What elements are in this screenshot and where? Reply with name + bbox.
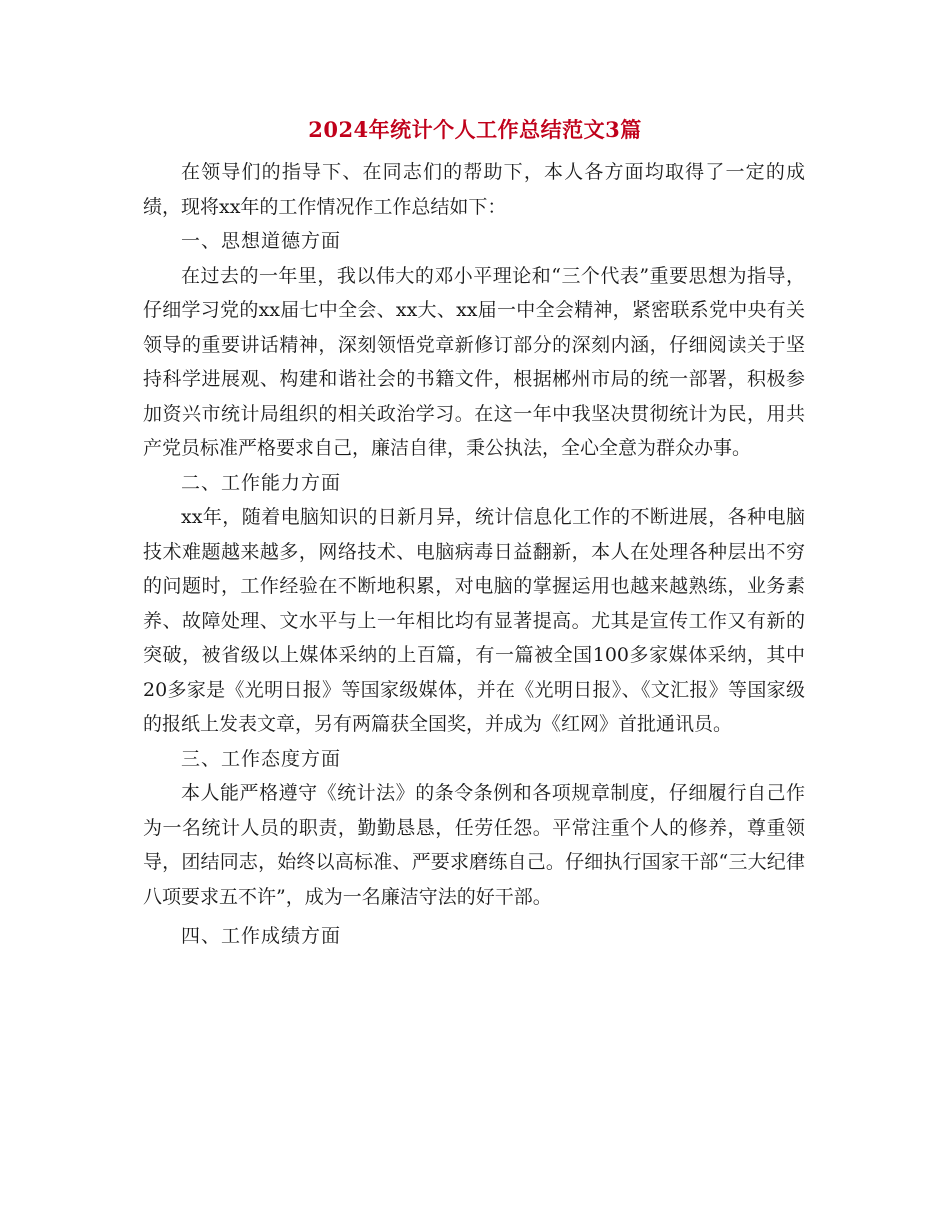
- document-title: 2024年统计个人工作总结范文3篇: [308, 117, 642, 142]
- section-heading-ideology: 一、思想道德方面: [181, 230, 342, 252]
- section-heading-achievements: 四、工作成绩方面: [181, 925, 342, 947]
- section-heading-attitude: 三、工作态度方面: [181, 747, 342, 770]
- intro-paragraph: 在领导们的指导下、在同志们的帮助下，本人各方面均取得了一定的成绩，现将xx年的工作情况作工作总结如下：: [143, 161, 805, 218]
- ideology-paragraph: 在过去的一年里，我以伟大的邓小平理论和“三个代表”重要思想为指导，仔细学习党的xx届七中全会、xx大、xx届一中全会精神，紧密联系党中央有关领导的重要讲话精神，深刻领悟党章新修订部分的深刻内涵，仔细阅读关于坚持科学进展观、构建和谐社会的书籍文件，根据郴州市局的统一部署，积极参加资兴市统计局组织的相关政治学习。在这一年中我坚决贯彻统计为民，用共产党员标准严格要求自己，廉洁自律，秉公执法，全心全意为群众办事。: [143, 264, 805, 459]
- attitude-paragraph: 本人能严格遵守《统计法》的条令条例和各项规章制度，仔细履行自己作为一名统计人员的职责，勤勤恳恳，任劳任怨。平常注重个人的修养，尊重领导，团结同志，始终以高标准、严要求磨练自己。仔细执行国家干部“三大纪律八项要求五不许”，成为一名廉洁守法的好干部。: [143, 782, 805, 908]
- document-body: [143, 155, 805, 954]
- section-heading-ability: 二、工作能力方面: [181, 471, 342, 494]
- ability-paragraph: xx年，随着电脑知识的日新月异，统计信息化工作的不断进展，各种电脑技术难题越来越多，网络技术、电脑病毒日益翻新，本人在处理各种层出不穷的问题时，工作经验在不断地积累，对电脑的掌握运用也越来越熟练，业务素养、故障处理、文水平与上一年相比均有显著提高。尤其是宣传工作又有新的突破，被省级以上媒体采纳的上百篇，有一篇被全国100多家媒体采纳，其中20多家是《光明日报》等国家级媒体，并在《光明日报》、《文汇报》等国家级的报纸上发表文章，另有两篇获全国奖，并成为《红网》首批通讯员。: [143, 506, 805, 735]
